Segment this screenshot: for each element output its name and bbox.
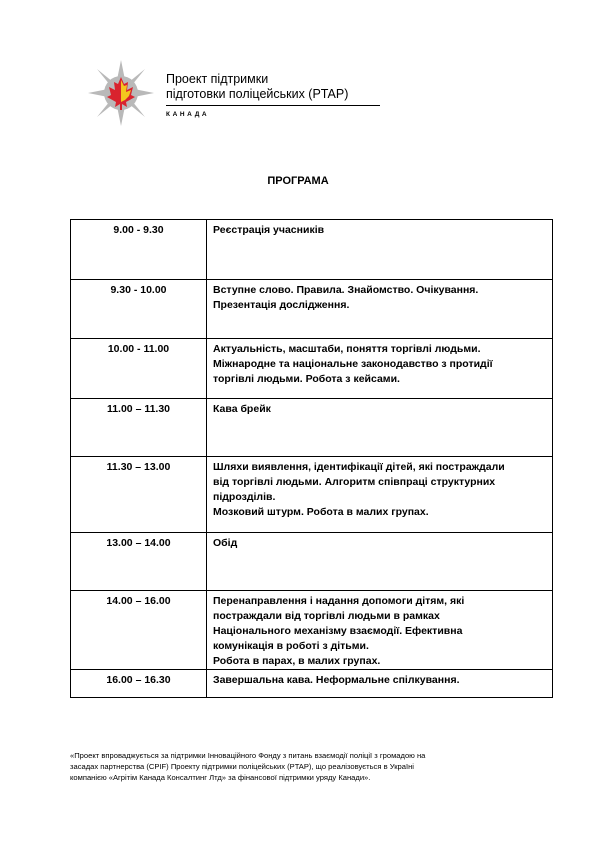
police-badge-logo-icon bbox=[88, 60, 154, 126]
activity-cell: Реєстрація учасників bbox=[207, 220, 553, 280]
activity-cell: Завершальна кава. Неформальне спілкування. bbox=[207, 670, 553, 698]
table-row bbox=[71, 280, 553, 339]
time-cell: 11.00 – 11.30 bbox=[71, 399, 207, 457]
activity-cell: Кава брейк bbox=[207, 399, 553, 457]
time-cell: 13.00 – 14.00 bbox=[71, 533, 207, 591]
table-row bbox=[71, 457, 553, 533]
time-cell: 9.00 - 9.30 bbox=[71, 220, 207, 280]
country-label: КАНАДА bbox=[166, 111, 210, 118]
org-name-line-1: Проект підтримки bbox=[166, 72, 269, 86]
time-cell: 14.00 – 16.00 bbox=[71, 591, 207, 670]
header-divider bbox=[166, 105, 380, 106]
time-cell: 11.30 – 13.00 bbox=[71, 457, 207, 533]
page-title: ПРОГРАМА bbox=[267, 175, 329, 187]
activity-cell: Актуальність, масштаби, поняття торгівлі людьми. Міжнародне та національне законодавство з протидії торгівлі людьми. Робота з кейсами. bbox=[207, 339, 553, 399]
table-row bbox=[71, 220, 553, 280]
table-row bbox=[71, 670, 553, 698]
funding-footnote: «Проект впроваджується за підтримки Інноваційного Фонду з питань взаємодії поліції з громадою на засадах партнерства (CPIF) Проекту підтримки поліцейських (PTAP), що реалізовується в Україні компанією «Агрітім Канада Консалтинг Лтд» за фінансової підтримки уряду Канади». bbox=[70, 751, 426, 782]
org-name-line-2: підготовки поліцейських (PTAP) bbox=[166, 87, 349, 101]
table-row bbox=[71, 591, 553, 670]
table-row bbox=[71, 533, 553, 591]
activity-cell: Вступне слово. Правила. Знайомство. Очікування. Презентація дослідження. bbox=[207, 280, 553, 339]
organization-header bbox=[166, 72, 380, 118]
activity-cell: Шляхи виявлення, ідентифікації дітей, які постраждали від торгівлі людьми. Алгоритм співпраці структурних підрозділів. Мозковий штурм. Робота в малих групах. bbox=[207, 457, 553, 533]
time-cell: 10.00 - 11.00 bbox=[71, 339, 207, 399]
table-row bbox=[71, 399, 553, 457]
time-cell: 16.00 – 16.30 bbox=[71, 670, 207, 698]
program-table bbox=[70, 219, 553, 698]
activity-cell: Обід bbox=[207, 533, 553, 591]
time-cell: 9.30 - 10.00 bbox=[71, 280, 207, 339]
table-row bbox=[71, 339, 553, 399]
activity-cell: Перенаправлення і надання допомоги дітям, які постраждали від торгівлі людьми в рамках Національного механізму взаємодії. Ефективна комунікація в роботі з дітьми. Робота в парах, в малих групах. bbox=[207, 591, 553, 670]
